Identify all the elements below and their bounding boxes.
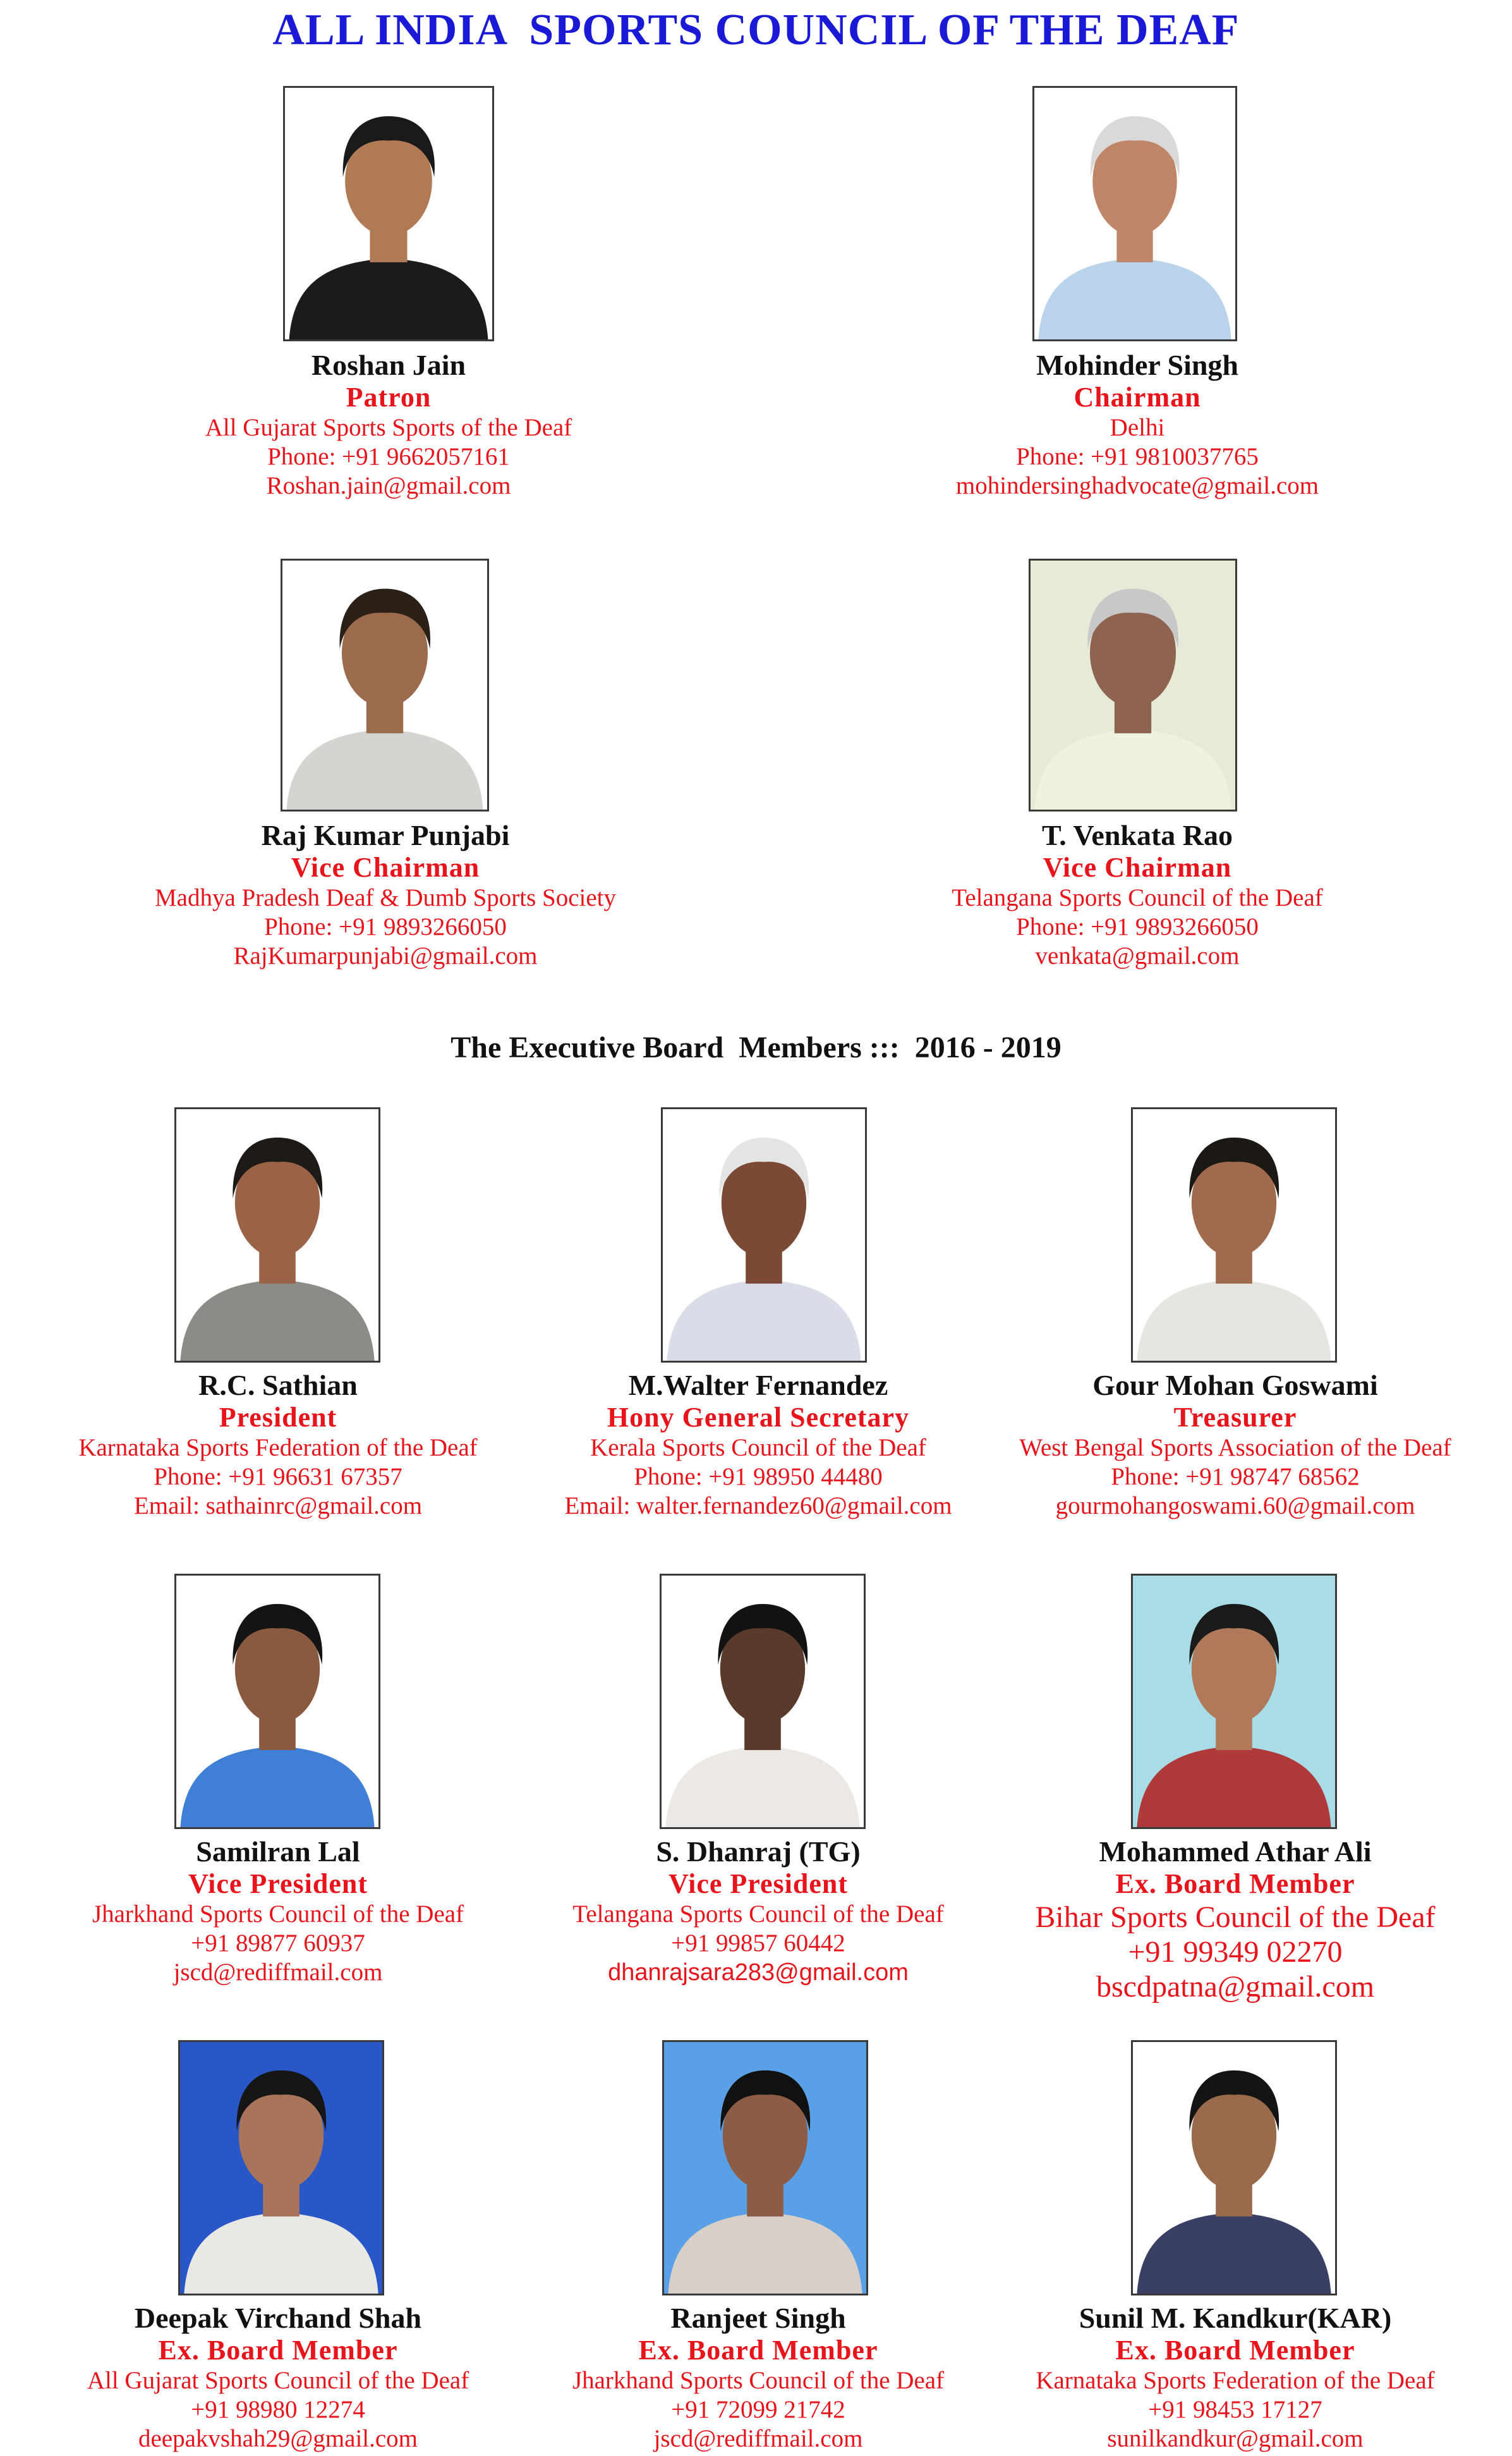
portrait-silhouette — [285, 88, 492, 339]
page-title: ALL INDIA SPORTS COUNCIL OF THE DEAF — [272, 6, 1240, 54]
member-email: RajKumarpunjabi@gmail.com — [233, 942, 538, 970]
member-phone: Phone: +91 9662057161 — [267, 443, 510, 470]
member-card — [499, 2302, 1017, 2453]
member-phone: Phone: +91 96631 67357 — [154, 1463, 402, 1490]
member-name: Raj Kumar Punjabi — [261, 819, 510, 851]
member-email: sunilkandkur@gmail.com — [1107, 2425, 1364, 2452]
member-card — [499, 1835, 1017, 1987]
member-role: Patron — [346, 382, 432, 413]
portrait-silhouette — [180, 2042, 382, 2294]
member-email: jscd@rediffmail.com — [173, 1959, 383, 1986]
portrait-photo — [660, 1574, 866, 1829]
member-phone: Phone: +91 98747 68562 — [1111, 1463, 1360, 1490]
member-role: Vice President — [188, 1868, 368, 1899]
member-phone: +91 89877 60937 — [191, 1930, 365, 1957]
member-role: Ex. Board Member — [638, 2335, 878, 2366]
member-phone: +91 99349 02270 — [1128, 1935, 1343, 1969]
portrait-silhouette — [1133, 1109, 1335, 1361]
member-card — [499, 1369, 1017, 1521]
member-phone: Phone: +91 9893266050 — [1016, 913, 1259, 940]
portrait-photo — [1032, 86, 1237, 341]
portrait-silhouette — [663, 1109, 865, 1361]
member-organization: West Bengal Sports Association of the Deaf — [1019, 1434, 1451, 1461]
portrait-silhouette — [662, 1576, 864, 1827]
member-card — [976, 1835, 1494, 2004]
member-role: Treasurer — [1173, 1402, 1297, 1433]
member-name: Gour Mohan Goswami — [1092, 1369, 1378, 1401]
member-name: Mohammed Athar Ali — [1099, 1835, 1372, 1868]
member-email: Email: walter.fernandez60@gmail.com — [564, 1492, 952, 1519]
member-name: Samilran Lal — [196, 1835, 360, 1868]
member-email: deepakvshah29@gmail.com — [138, 2425, 418, 2452]
portrait-silhouette — [176, 1109, 378, 1361]
member-email: Email: sathainrc@gmail.com — [133, 1492, 423, 1519]
member-organization: Delhi — [1110, 414, 1165, 441]
portrait-photo — [174, 1107, 380, 1363]
portrait-silhouette — [1034, 88, 1235, 339]
member-phone: Phone: +91 98950 44480 — [634, 1463, 883, 1490]
member-name: Deepak Virchand Shah — [134, 2302, 422, 2334]
board-heading: The Executive Board Members ::: 2016 - 2019 — [451, 1031, 1061, 1064]
member-name: S. Dhanraj (TG) — [656, 1835, 861, 1868]
portrait-photo — [174, 1574, 380, 1829]
member-name: M.Walter Fernandez — [628, 1369, 888, 1401]
portrait-photo — [281, 559, 489, 812]
member-organization: Jharkhand Sports Council of the Deaf — [92, 1900, 464, 1928]
member-role: Vice President — [668, 1868, 849, 1899]
member-name: Mohinder Singh — [1036, 349, 1238, 381]
member-card — [872, 819, 1403, 971]
member-card — [25, 2302, 531, 2453]
member-name: R.C. Sathian — [198, 1369, 358, 1401]
member-role: Ex. Board Member — [1115, 2335, 1355, 2366]
member-role: Ex. Board Member — [158, 2335, 398, 2366]
member-organization: Madhya Pradesh Deaf & Dumb Sports Society — [154, 884, 617, 911]
member-email: Roshan.jain@gmail.com — [266, 472, 511, 499]
member-organization: Karnataka Sports Federation of the Deaf — [78, 1434, 478, 1461]
member-organization: Bihar Sports Council of the Deaf — [1035, 1900, 1436, 1934]
portrait-photo — [662, 2040, 868, 2295]
member-name: Ranjeet Singh — [670, 2302, 846, 2334]
portrait-silhouette — [1133, 1576, 1335, 1827]
member-phone: +91 72099 21742 — [671, 2396, 845, 2423]
member-card — [976, 2302, 1494, 2453]
member-organization: All Gujarat Sports Council of the Deaf — [87, 2367, 469, 2394]
member-phone: +91 98980 12274 — [191, 2396, 365, 2423]
member-phone: +91 98453 17127 — [1148, 2396, 1322, 2423]
member-email: jscd@rediffmail.com — [653, 2425, 863, 2452]
portrait-photo — [178, 2040, 384, 2295]
member-role: Vice Chairman — [1043, 852, 1232, 883]
portrait-silhouette — [1133, 2042, 1335, 2294]
member-card — [872, 349, 1403, 501]
member-card — [126, 349, 651, 501]
portrait-photo — [661, 1107, 867, 1363]
portrait-photo — [1029, 559, 1237, 812]
portrait-photo — [283, 86, 494, 341]
member-role: Chairman — [1074, 382, 1201, 413]
member-card — [25, 1835, 531, 1987]
member-organization: Jharkhand Sports Council of the Deaf — [572, 2367, 945, 2394]
member-card — [101, 819, 670, 971]
member-organization: All Gujarat Sports Sports of the Deaf — [205, 414, 572, 441]
member-organization: Kerala Sports Council of the Deaf — [590, 1434, 926, 1461]
member-organization: Telangana Sports Council of the Deaf — [952, 884, 1323, 911]
portrait-silhouette — [282, 561, 487, 810]
portrait-silhouette — [664, 2042, 866, 2294]
member-email: gourmohangoswami.60@gmail.com — [1055, 1492, 1415, 1519]
member-role: Ex. Board Member — [1115, 1868, 1355, 1899]
member-name: T. Venkata Rao — [1041, 819, 1233, 851]
member-email: venkata@gmail.com — [1035, 942, 1240, 970]
member-role: Vice Chairman — [291, 852, 480, 883]
portrait-silhouette — [176, 1576, 378, 1827]
member-email: bscdpatna@gmail.com — [1096, 1970, 1375, 2003]
member-role: Hony General Secretary — [607, 1402, 910, 1433]
member-phone: Phone: +91 9893266050 — [264, 913, 507, 940]
member-name: Roshan Jain — [311, 349, 466, 381]
member-phone: +91 99857 60442 — [671, 1930, 845, 1957]
member-name: Sunil M. Kandkur(KAR) — [1079, 2302, 1392, 2334]
portrait-photo — [1131, 1107, 1337, 1363]
member-organization: Karnataka Sports Federation of the Deaf — [1036, 2367, 1435, 2394]
member-phone: Phone: +91 9810037765 — [1016, 443, 1259, 470]
member-role: President — [219, 1402, 337, 1433]
portrait-silhouette — [1031, 561, 1235, 810]
portrait-photo — [1131, 1574, 1337, 1829]
member-email: mohindersinghadvocate@gmail.com — [955, 472, 1319, 499]
member-card — [25, 1369, 531, 1521]
member-organization: Telangana Sports Council of the Deaf — [572, 1900, 944, 1928]
member-email: dhanrajsara283@gmail.com — [608, 1959, 909, 1986]
portrait-photo — [1131, 2040, 1337, 2295]
member-card — [976, 1369, 1494, 1521]
